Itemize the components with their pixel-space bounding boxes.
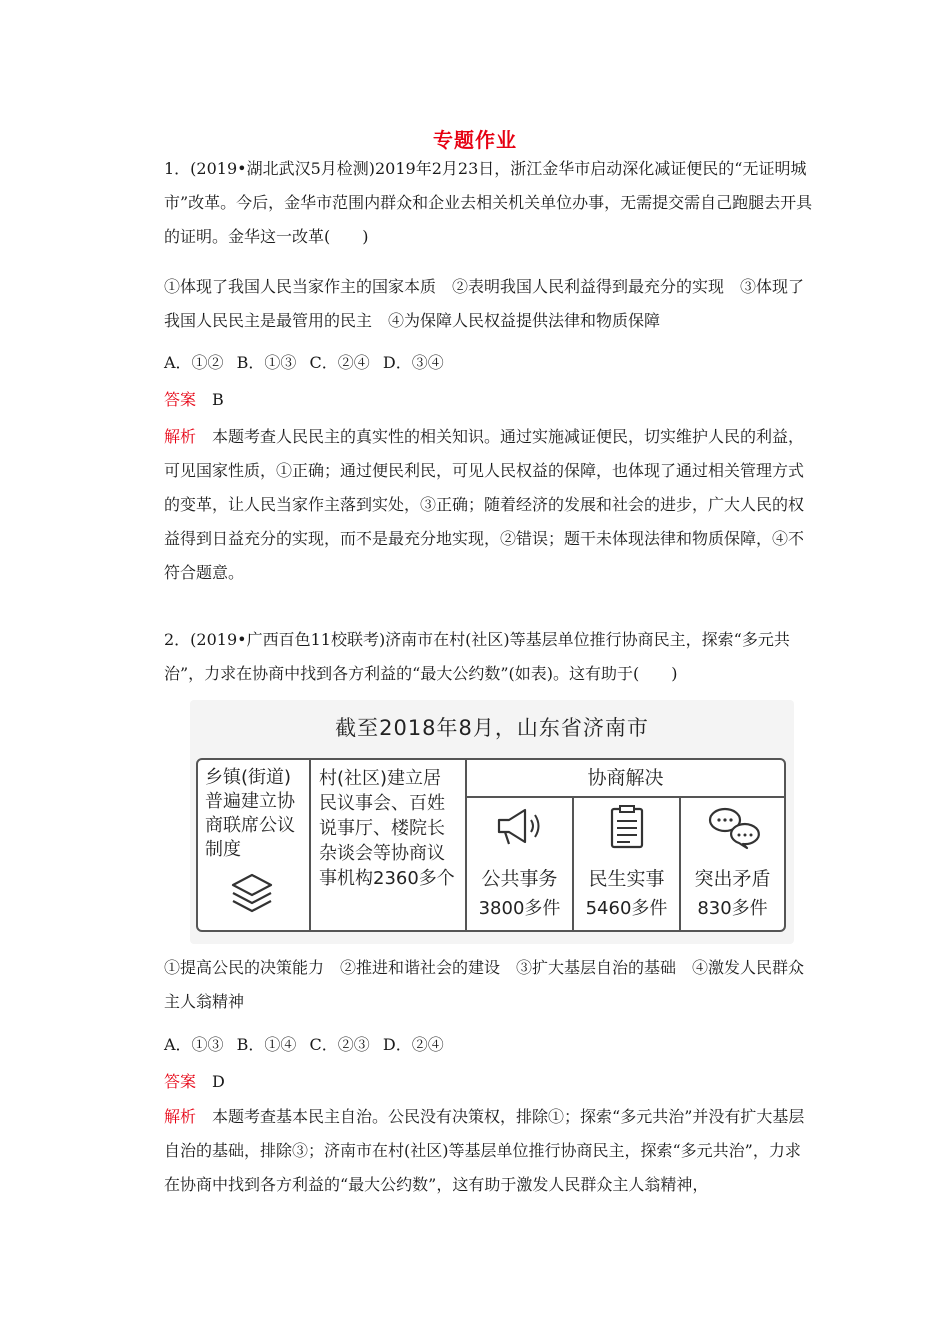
question-1-options (164, 346, 814, 380)
item-count: 5460多件 (585, 898, 668, 919)
item-label: 公共事务 (481, 868, 558, 890)
figure-col-village (311, 760, 467, 930)
question-1-analysis (164, 420, 814, 590)
village-text: 村(社区)建立居民议事会、百姓说事厅、楼院长杂谈会等协商议事机构2360多个 (319, 768, 455, 889)
chat-bubbles-icon (681, 804, 784, 850)
item-count: 3800多件 (478, 898, 561, 919)
question-1-stem: 1．(2019•湖北武汉5月检测)2019年2月23日，浙江金华市启动深化减证便民的“无证明城市”改革。今后，金华市范围内群众和企业去相关机关单位办事，无需提交需自己跑腿去开具的证明。金华这一改革( ) (164, 159, 813, 246)
question-2-options (164, 1028, 814, 1062)
consultation-figure (190, 700, 794, 944)
figure-col-resolved (467, 760, 784, 930)
answer-label: 答案 (164, 390, 197, 409)
resolved-item-conflicts (681, 798, 784, 930)
option-a: A．①③ (164, 1035, 224, 1054)
township-text: 乡镇(街道)普遍建立协商联席公议制度 (205, 767, 295, 860)
figure-col-township (198, 760, 311, 930)
analysis-text: 本题考查基本民主自治。公民没有决策权，排除①；探索“多元共治”并没有扩大基层自治的基础，排除③；济南市在村(社区)等基层单位推行协商民主，探索“多元共治”，力求在协商中找到各方利益的“最大公约数”，这有助于激发人民群众主人翁精神， (164, 1107, 805, 1194)
item-label: 突出矛盾 (694, 868, 771, 890)
option-d: D．②④ (382, 1035, 444, 1054)
item-count: 830多件 (697, 898, 768, 919)
question-1-answer (164, 383, 814, 417)
resolved-header: 协商解决 (467, 760, 784, 798)
page-title: 专题作业 (433, 128, 517, 152)
option-b: B．①③ (236, 353, 297, 372)
answer-label: 答案 (164, 1072, 197, 1091)
question-2-stem: 2．(2019•广西百色11校联考)济南市在村(社区)等基层单位推行协商民主，探索“多元共治”，力求在协商中找到各方利益的“最大公约数”(如表)。这有助于( ) (164, 630, 790, 683)
figure-table (196, 758, 786, 932)
question-1-statements: ①体现了我国人民当家作主的国家本质 ②表明我国人民利益得到最充分的实现 ③体现了我国人民民主是最管用的民主 ④为保障人民权益提供法律和物质保障 (164, 277, 805, 330)
clipboard-icon (574, 804, 679, 850)
analysis-text: 本题考查人民民主的真实性的相关知识。通过实施减证便民，切实维护人民的利益，可见国家性质，①正确；通过便民利民，可见人民权益的保障，也体现了通过相关管理方式的变革，让人民当家作主落到实处，③正确；随着经济的发展和社会的进步，广大人民的权益得到日益充分的实现，而不是最充分地实现，②错误；题干未体现法律和物质保障，④不符合题意。 (164, 427, 805, 582)
question-2-statements: ①提高公民的决策能力 ②推进和谐社会的建设 ③扩大基层自治的基础 ④激发人民群众主人翁精神 (164, 958, 805, 1011)
figure-title: 截至2018年8月，山东省济南市 (335, 716, 649, 740)
resolved-item-public-affairs (467, 798, 574, 930)
answer-value: B (212, 390, 224, 409)
resolved-item-livelihood (574, 798, 681, 930)
question-2-answer (164, 1065, 814, 1099)
option-c: C．②④ (309, 353, 370, 372)
option-b: B．①④ (236, 1035, 297, 1054)
analysis-label: 解析 (164, 1107, 197, 1126)
item-label: 民生实事 (588, 868, 665, 890)
answer-value: D (212, 1072, 225, 1091)
question-2-analysis (164, 1100, 814, 1202)
analysis-label: 解析 (164, 427, 197, 446)
option-d: D．③④ (382, 353, 444, 372)
layers-icon (230, 872, 274, 918)
option-a: A．①② (164, 353, 224, 372)
megaphone-icon (467, 804, 572, 850)
option-c: C．②③ (309, 1035, 370, 1054)
